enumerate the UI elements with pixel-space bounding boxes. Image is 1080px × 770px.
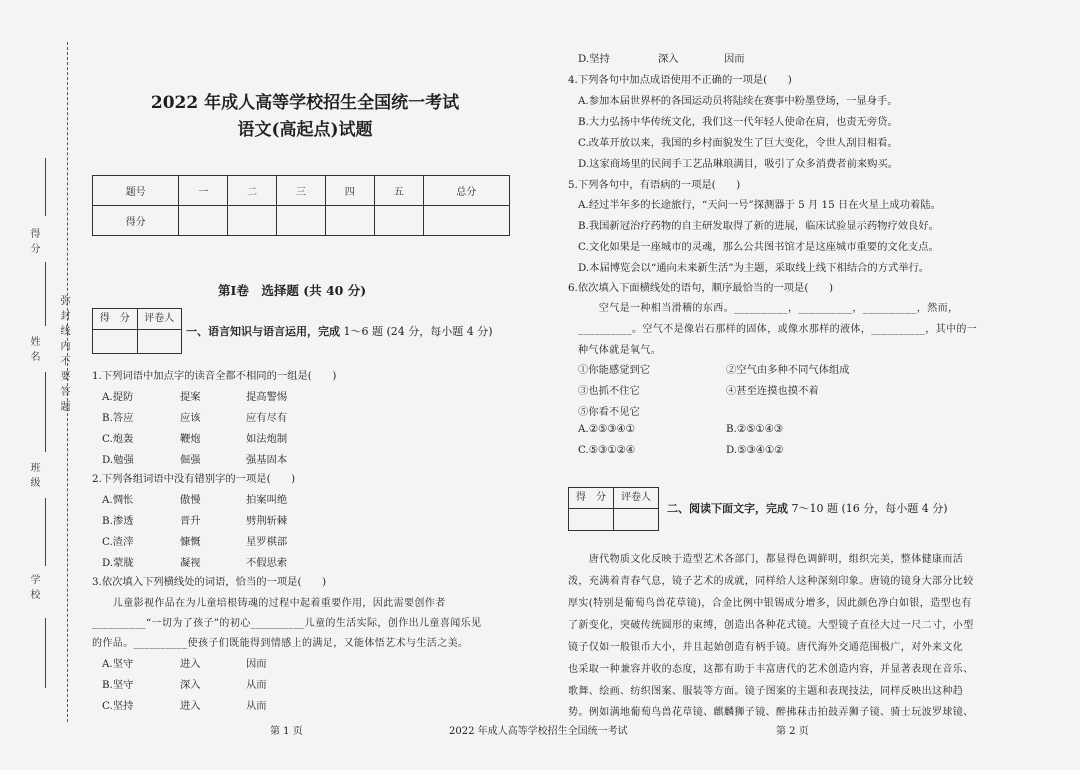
- grader-box-score-label: 得 分: [569, 488, 614, 508]
- option-row[interactable]: D.本届博览会以“通向未来新生活”为主题，采取线上线下相结合的方式举行。: [578, 262, 930, 274]
- score-header-cell: 总分: [423, 176, 509, 206]
- option-row[interactable]: A.坚守 进入 因而: [102, 658, 267, 670]
- score-header-cell: 五: [374, 176, 423, 206]
- option-row[interactable]: C.文化如果是一座城市的灵魂，那么公共图书馆才是这座城市重要的文化支点。: [578, 241, 939, 253]
- score-header-cell: 三: [277, 176, 326, 206]
- reading-passage-line: 厚实(特别是葡萄鸟兽花草镜)，合金比例中银锡成分增多，因此颜色净白如银，造型也有: [568, 598, 972, 609]
- grader-score-cell[interactable]: [93, 330, 138, 353]
- section2-title: 二、阅读下面文字，完成 7～10 题 (16 分，每小题 4 分): [667, 502, 948, 515]
- question-6-stem: 6.依次填入下面横线处的语句，顺序最恰当的一项是( ): [568, 282, 833, 294]
- reading-passage-line: 唐代物质文化反映于造型艺术各部门，都显得色调鲜明，组织完美，整体健康而活: [568, 554, 964, 565]
- q3-passage-line: 儿童影视作品在为儿童培根铸魂的过程中起着重要作用，因此需要创作者: [92, 598, 446, 609]
- exam-title: 2022 年成人高等学校招生全国统一考试: [150, 93, 460, 113]
- q6-passage-line: __________。空气不是像岩石那样的固体，或像水那样的液体，__________，其中的一: [578, 324, 978, 335]
- score-line: [45, 158, 46, 216]
- score-input-cell[interactable]: [423, 206, 509, 236]
- q6-passage-line: 种气体就是氧气。: [578, 345, 662, 356]
- score-header-cell: 题号: [93, 176, 179, 206]
- name-line: [45, 262, 46, 326]
- section1-title: 一、语言知识与语言运用，完成 1～6 题 (24 分，每小题 4 分): [186, 325, 493, 338]
- option-row[interactable]: D.坚持 深入 因而: [578, 53, 745, 65]
- margin-label-name: 姓 名: [28, 336, 39, 363]
- question-2-stem: 2.下列各组词语中没有错别字的一项是( ): [92, 473, 296, 485]
- seal-notice: 弥 封 线 内 不 要 答 题: [58, 295, 69, 413]
- choice-row: ⑤你看不见它: [578, 406, 640, 418]
- question-4-stem: 4.下列各句中加点成语使用不正确的一项是( ): [568, 74, 792, 86]
- option-row[interactable]: A.②⑤③④① B.②⑤①④③: [578, 423, 783, 435]
- grader-score-cell[interactable]: [569, 509, 614, 530]
- margin-label-score: 得 分: [28, 228, 39, 255]
- grader-box: [568, 487, 659, 531]
- reading-passage-line: 镜子仅如一般银币大小，并且起始创造有柄手镜。唐代海外交通范围极广，对外来文化: [568, 642, 964, 653]
- reading-passage-line: 了新变化，突破传统圆形的束缚，创造出各种花式镜。大型镜子直径大过一尺二寸，小型: [568, 620, 974, 631]
- reading-passage-line: 泼，充满着青春气息，镜子艺术的成就，同样给人这种深刻印象。唐镜的镜身大部分比较: [568, 576, 974, 587]
- option-row[interactable]: B.渗透 晋升 劈荆斩棘: [102, 515, 288, 527]
- option-row[interactable]: C.改革开放以来，我国的乡村面貌发生了巨大变化，令世人刮目相看。: [578, 137, 898, 149]
- score-row-label: 得分: [93, 206, 179, 236]
- score-input-cell[interactable]: [277, 206, 326, 236]
- grader-box-grader-label: 评卷人: [621, 492, 651, 503]
- option-row[interactable]: C.坚持 进入 从而: [102, 700, 267, 712]
- option-row[interactable]: D.蒙胧 凝视 不假思索: [102, 557, 288, 569]
- grader-box-score-label: 得 分: [93, 309, 138, 329]
- class-line: [45, 372, 46, 452]
- option-row[interactable]: B.坚守 深入 从而: [102, 679, 267, 691]
- score-header-cell: 一: [179, 176, 228, 206]
- score-header-cell: 二: [228, 176, 277, 206]
- option-row[interactable]: B.答应 应该 应有尽有: [102, 412, 288, 424]
- school-line: [45, 498, 46, 566]
- choice-row: ③也抓不住它 ④甚至连摸也摸不着: [578, 385, 819, 397]
- option-row[interactable]: A.参加本届世界杯的各国运动员将陆续在赛事中粉墨登场，一显身手。: [578, 95, 898, 107]
- score-input-cell[interactable]: [325, 206, 374, 236]
- q3-passage-line: 的作品。__________使孩子们既能得到情感上的满足，又能体悟艺术与生活之美。: [92, 638, 469, 649]
- grader-name-cell[interactable]: [138, 330, 182, 353]
- q3-passage-line: __________“一切为了孩子”的初心__________儿童的生活实际，创作出儿童喜闻乐见: [92, 618, 482, 629]
- option-row[interactable]: D.勉强 倔强 强基固本: [102, 454, 288, 466]
- option-row[interactable]: B.大力弘扬中华传统文化，我们这一代年轻人使命在肩，也责无旁贷。: [578, 116, 898, 128]
- score-table: [92, 175, 510, 236]
- question-1-stem: 1.下列词语中加点字的读音全都不相同的一组是( ): [92, 370, 337, 382]
- footer-exam-name: 2022 年成人高等学校招生全国统一考试: [449, 726, 628, 737]
- option-row[interactable]: D.这家商场里的民间手工艺品琳琅满目，吸引了众多消费者前来购买。: [578, 158, 899, 170]
- option-row[interactable]: A.经过半年多的长途旅行，“天问一号”探测器于 5 月 15 日在火星上成功着陆。: [578, 199, 941, 211]
- reading-passage-line: 势。例如满地葡萄鸟兽花草镜、麒麟狮子镜、醉拂菻击拍鼓弄狮子镜、骑士玩波罗球镜、: [568, 707, 974, 718]
- option-row[interactable]: C.炮轰 鞭炮 如法炮制: [102, 433, 288, 445]
- question-5-stem: 5.下列各句中，有语病的一项是( ): [568, 179, 741, 191]
- page-number-2: 第 2 页: [776, 726, 809, 737]
- score-input-cell[interactable]: [179, 206, 228, 236]
- margin-label-class: 班 级: [28, 462, 39, 489]
- choice-row: ①你能感觉到它 ②空气由多种不同气体组成: [578, 364, 850, 376]
- exam-subtitle: 语文(高起点)试题: [237, 120, 373, 140]
- margin-label-school: 学 校: [28, 574, 39, 601]
- score-header-cell: 四: [325, 176, 374, 206]
- question-3-stem: 3.依次填入下列横线处的词语，恰当的一项是( ): [92, 576, 327, 588]
- volume-title: 第Ⅰ卷 选择题 (共 40 分): [218, 283, 367, 298]
- option-row[interactable]: A.提防 提案 提高警惕: [102, 391, 288, 403]
- score-input-cell[interactable]: [374, 206, 423, 236]
- reading-passage-line: 歌舞、绘画、纺织图案、服装等方面。镜子图案的主题和表现技法，同样反映出这种趋: [568, 686, 964, 697]
- option-row[interactable]: C.⑤③①②④ D.⑤③④①②: [578, 444, 784, 456]
- school-line-lower: [45, 618, 46, 688]
- grader-box: [92, 308, 182, 354]
- option-row[interactable]: C.渣滓 慷慨 星罗棋部: [102, 536, 288, 548]
- score-input-cell[interactable]: [228, 206, 277, 236]
- q6-passage-line: 空气是一种相当滑稽的东西。__________，__________，__________，然而，: [578, 303, 959, 314]
- grader-name-cell[interactable]: [614, 509, 658, 530]
- option-row[interactable]: A.惆怅 傲慢 拍案叫绝: [102, 494, 288, 506]
- page-number-1: 第 1 页: [270, 726, 303, 737]
- grader-box-grader-label: 评卷人: [144, 313, 175, 324]
- option-row[interactable]: B.我国新冠治疗药物的自主研发取得了新的进展，临床试验显示药物疗效良好。: [578, 220, 939, 232]
- reading-passage-line: 也采取一种兼容并收的态度，这都有助于丰富唐代的艺术创造内容，并显著表现在音乐、: [568, 664, 974, 675]
